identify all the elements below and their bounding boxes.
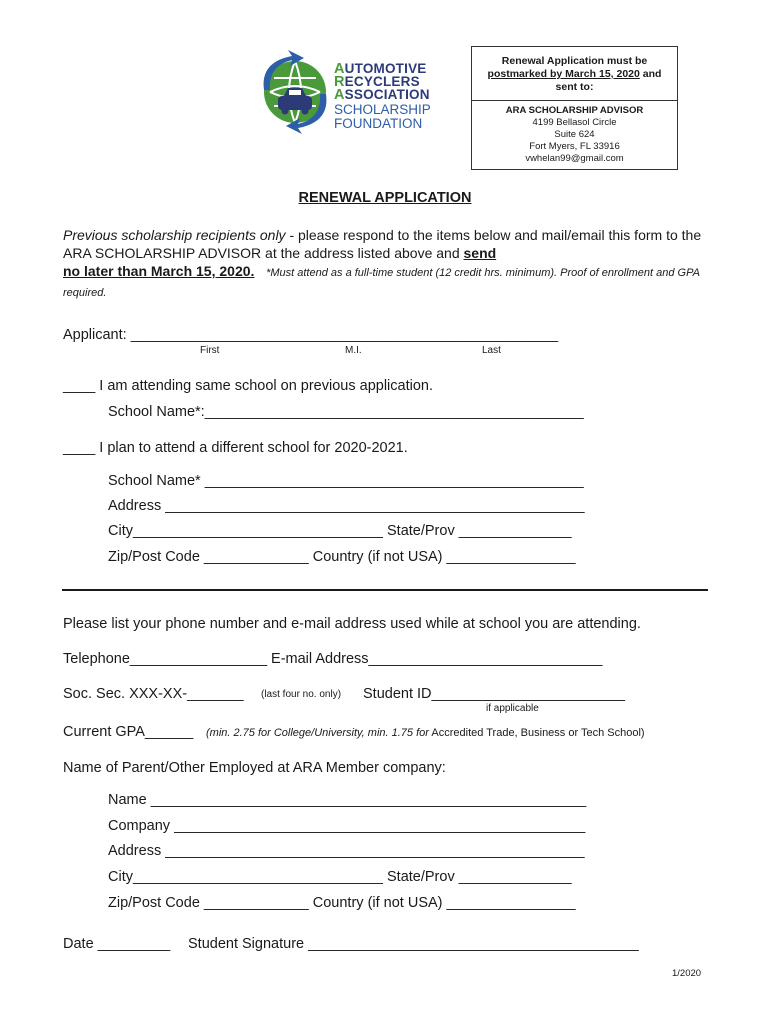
logo-line-4: SCHOLARSHIP [334,102,431,117]
ssn-field[interactable]: Soc. Sec. XXX-XX-_______ [63,686,244,702]
mailing-info-box [471,46,678,170]
gpa-field[interactable]: Current GPA______ [63,724,194,740]
ssn-note: (last four no. only) [261,689,342,700]
parent-address-field[interactable]: Address ____________________________________________________ [108,843,585,859]
signature-field[interactable]: Student Signature _________________________________________ [188,936,639,952]
page-number: 1/2020 [672,968,702,979]
logo-line-2: RECYCLERS [334,74,420,90]
last-label: Last [482,345,501,356]
requirements-note: *Must attend as a full-time student (12 credit hrs. minimum). Proof of enrollment and GPA required. [63,267,700,299]
gpa-note: (min. 2.75 for College/University, min. 1.75 for Accredited Trade, Business or Tech School) [206,727,645,739]
parent-city-state-field[interactable]: City_______________________________ State/Prov ______________ [108,869,572,885]
section-divider [62,589,708,591]
ara-logo [258,50,458,136]
same-school-name-field[interactable]: School Name*:_______________________________________________ [108,404,584,420]
date-field[interactable]: Date _________ [63,936,171,952]
logo-line-1: AUTOMOTIVE [334,61,427,77]
box-line-2: postmarked by March 15, 2020 and [487,68,662,80]
page-title: RENEWAL APPLICATION [298,190,472,206]
same-school-checkbox[interactable]: ____ I am attending same school on previous application. [63,378,433,394]
applicant-field[interactable]: Applicant: _____________________________________________________ [63,327,559,343]
contact-instruction: Please list your phone number and e-mail address used while at school you are attending. [63,616,641,632]
first-label: First [200,345,220,356]
box-address: ARA SCHOLARSHIP ADVISOR 4199 Bellasol Circle Suite 624 Fort Myers, FL 33916 vwhelan99@gmail.com [472,105,677,165]
new-school-city-state-field[interactable]: City_______________________________ State/Prov ______________ [108,523,572,539]
parent-heading: Name of Parent/Other Employed at ARA Member company: [63,760,446,776]
logo-line-3: ASSOCIATION [334,87,430,103]
student-id-field[interactable]: Student ID________________________ [363,686,626,702]
globe-car-icon [258,50,334,136]
intro-paragraph: Previous scholarship recipients only - please respond to the items below and mail/email this form to the ARA SCHOLARSHIP ADVISOR at the address listed above and send no later than March 15, 2020. *Must attend as a full-time student (12 credit hrs. minimum). Proof of enrollment and GPA required. [63,227,702,299]
parent-zip-country-field[interactable]: Zip/Post Code _____________ Country (if not USA) ________________ [108,895,576,911]
new-school-address-field[interactable]: Address ____________________________________________________ [108,498,585,514]
logo-line-5: FOUNDATION [334,116,423,131]
parent-name-field[interactable]: Name ______________________________________________________ [108,792,587,808]
new-school-zip-country-field[interactable]: Zip/Post Code _____________ Country (if not USA) ________________ [108,549,576,565]
box-divider [472,100,677,101]
mi-label: M.I. [345,345,362,356]
advisor-email: vwhelan99@gmail.com [525,153,624,164]
different-school-checkbox[interactable]: ____ I plan to attend a different school for 2020-2021. [63,440,408,456]
box-line-1: Renewal Application must be [501,55,648,67]
student-id-note: if applicable [486,703,539,714]
parent-company-field[interactable]: Company ___________________________________________________ [108,818,586,834]
phone-email-field[interactable]: Telephone_________________ E-mail Address_____________________________ [63,651,603,667]
new-school-name-field[interactable]: School Name* _______________________________________________ [108,473,584,489]
box-line-3: sent to: [555,81,594,93]
